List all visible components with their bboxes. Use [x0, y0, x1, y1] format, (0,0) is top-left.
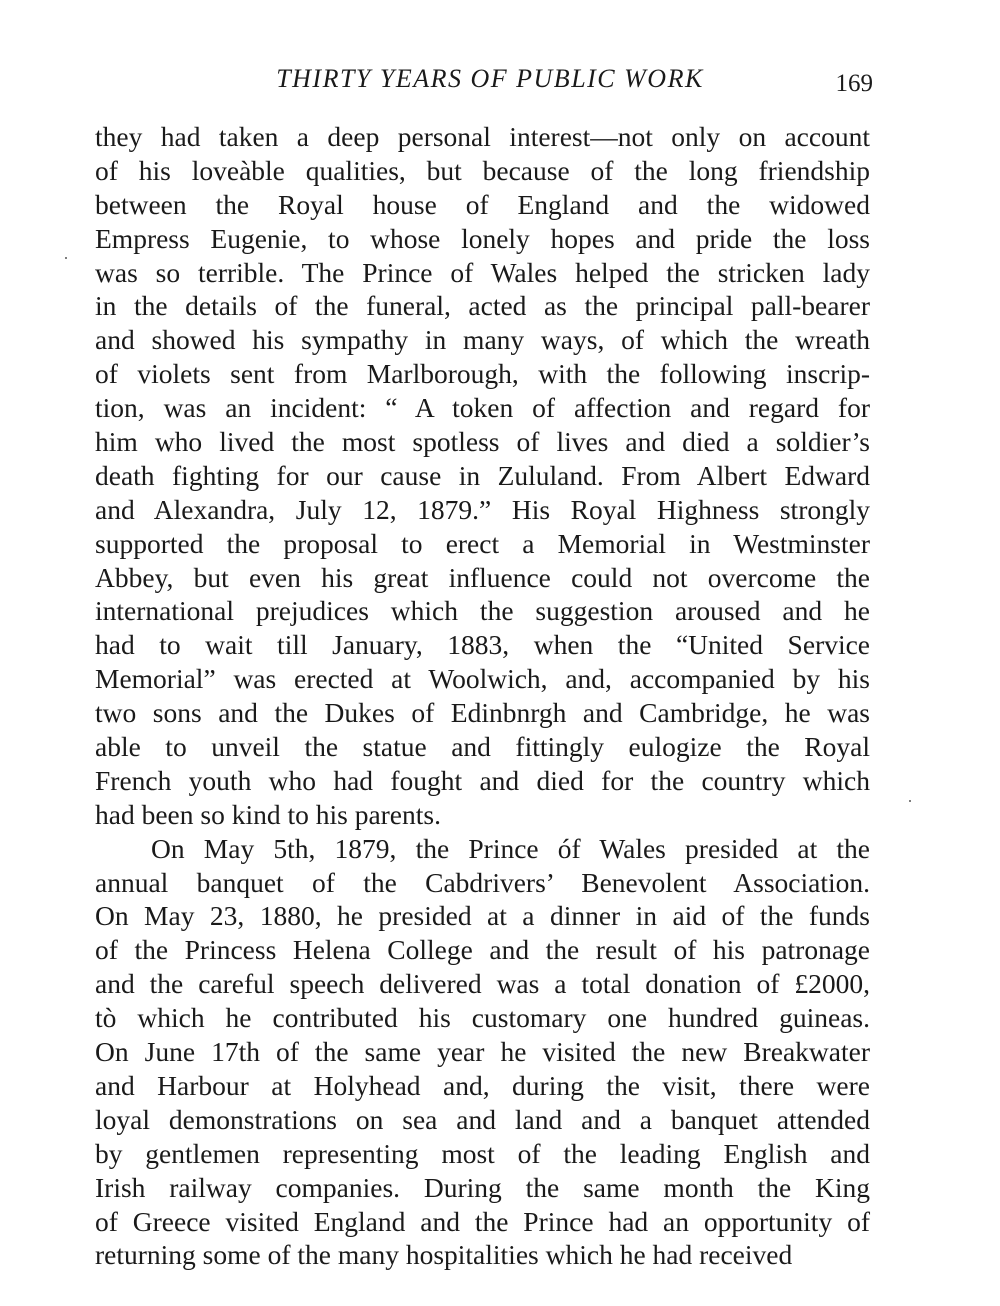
text-line: Irish railway companies. During the same month the King	[95, 1171, 870, 1203]
text-line: by gentlemen representing most of the leading English and	[95, 1137, 870, 1169]
paragraph	[95, 832, 870, 1273]
text-line: death fighting for our cause in Zululand. From Albert Edward	[95, 459, 870, 491]
scan-speck	[65, 257, 67, 259]
text-line: On May 23, 1880, he presided at a dinner in aid of the funds	[95, 900, 870, 932]
body-text	[95, 120, 870, 1272]
text-line: able to unveil the statue and fittingly eulogize the Royal	[95, 731, 870, 763]
text-line: of Greece visited England and the Prince had an opportunity of	[95, 1205, 870, 1237]
running-title: THIRTY YEARS OF PUBLIC WORK	[276, 64, 704, 93]
text-line: was so terrible. The Prince of Wales helped the stricken lady	[95, 256, 870, 288]
text-line: in the details of the funeral, acted as the principal pall-bearer	[95, 290, 870, 322]
text-line: of his loveàble qualities, but because of the long friendship	[95, 154, 870, 186]
text-line: On May 5th, 1879, the Prince óf Wales presided at the	[151, 832, 870, 864]
text-line: Abbey, but even his great influence could not overcome the	[95, 561, 870, 593]
text-line: loyal demonstrations on sea and land and a banquet attended	[95, 1103, 870, 1135]
text-line: Memorial” was erected at Woolwich, and, accompanied by his	[95, 663, 870, 695]
text-line: and Harbour at Holyhead and, during the visit, there were	[95, 1069, 870, 1101]
text-line: returning some of the many hospitalities which he had received	[95, 1239, 793, 1271]
text-line: and the careful speech delivered was a total donation of £2000,	[95, 968, 870, 1000]
text-line: had been so kind to his parents.	[95, 798, 441, 830]
running-head	[95, 64, 875, 104]
text-line: between the Royal house of England and the widowed	[95, 188, 870, 220]
text-line: him who lived the most spotless of lives and died a soldier’s	[95, 426, 870, 458]
text-line: On June 17th of the same year he visited the new Breakwater	[95, 1036, 870, 1068]
text-line: Empress Eugenie, to whose lonely hopes and pride the loss	[95, 222, 870, 254]
scan-speck	[909, 800, 911, 802]
text-line: annual banquet of the Cabdrivers’ Benevolent Association.	[95, 866, 870, 898]
text-line: French youth who had fought and died for the country which	[95, 764, 870, 796]
text-line: of violets sent from Marlborough, with the following inscrip-	[95, 358, 870, 390]
text-line: international prejudices which the suggestion aroused and he	[95, 595, 870, 627]
paragraph	[95, 120, 870, 832]
text-line: and showed his sympathy in many ways, of which the wreath	[95, 324, 870, 356]
text-line: supported the proposal to erect a Memorial in Westminster	[95, 527, 870, 559]
text-line: tion, was an incident: “ A token of affection and regard for	[95, 392, 870, 424]
text-line: and Alexandra, July 12, 1879.” His Royal Highness strongly	[95, 493, 870, 525]
text-line: two sons and the Dukes of Edinbnrgh and Cambridge, he was	[95, 697, 870, 729]
page-number: 169	[835, 70, 873, 97]
text-line: they had taken a deep personal interest—not only on account	[95, 121, 870, 152]
text-line: tò which he contributed his customary one hundred guineas.	[95, 1002, 870, 1034]
text-line: had to wait till January, 1883, when the “United Service	[95, 629, 870, 661]
text-line: of the Princess Helena College and the result of his patronage	[95, 934, 870, 966]
